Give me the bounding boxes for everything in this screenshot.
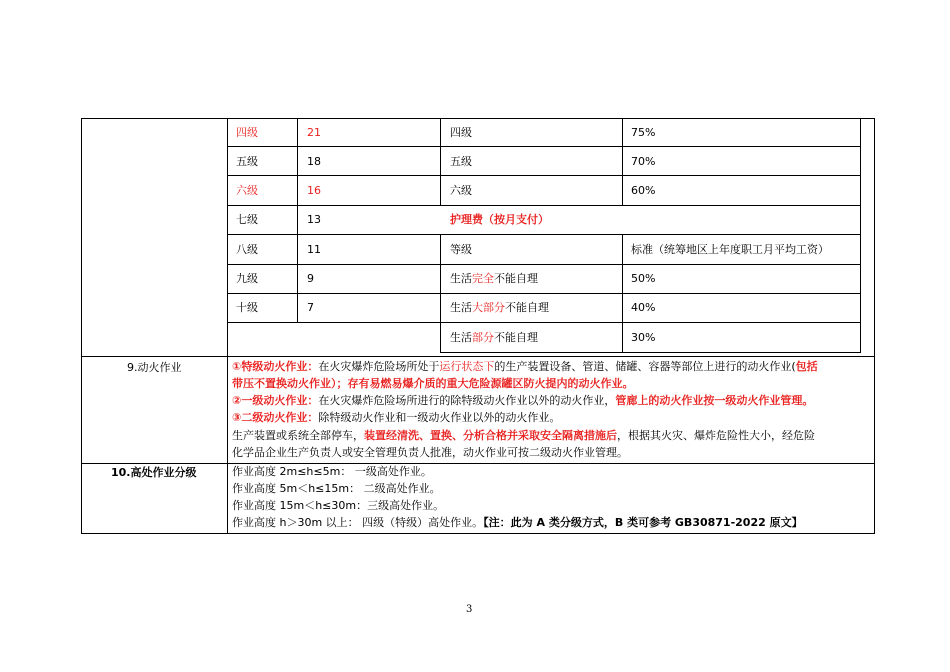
grade2-cell: 四级: [450, 126, 472, 139]
inner-right-border: [860, 118, 861, 353]
percent-cell: 40%: [631, 301, 656, 314]
inner-vline-b1: [440, 118, 441, 206]
percent-cell: 75%: [631, 126, 656, 139]
inner-hline-3: [227, 205, 861, 206]
section-9-title: 9.动火作业: [127, 361, 182, 374]
percent-cell: 50%: [631, 272, 656, 285]
months-cell: 21: [307, 126, 321, 139]
grade-cell: 九级: [236, 272, 258, 285]
outer-right-border: [874, 118, 875, 534]
inner-hline-1: [227, 146, 861, 147]
hot-work-shutdown-line-1: 生产装置或系统全部停车，装置经清洗、置换、分析合格并采取安全隔离措施后，根据其火灾、爆炸危险性大小，经危险: [232, 429, 815, 442]
inner-hline-0: [227, 118, 861, 119]
inner-vline-a: [297, 118, 298, 323]
outer-row-divider-2: [81, 463, 875, 464]
hot-work-special-line-1: ①特级动火作业：在火灾爆炸危险场所处于运行状态下的生产装置设备、管道、储罐、容器等部位上进行的动火作业(包括: [232, 360, 818, 373]
grade-cell: 十级: [236, 301, 258, 314]
page-number: 3: [466, 604, 473, 615]
percent-cell: 30%: [631, 331, 656, 344]
height-level-line: 作业高度 5m＜h≤15m： 二级高处作业。: [232, 482, 441, 495]
inner-hline-6: [227, 293, 861, 294]
care-level-cell: 生活大部分不能自理: [450, 301, 549, 314]
months-cell: 7: [307, 301, 314, 314]
inner-hline-4: [227, 234, 861, 235]
months-cell: 13: [307, 213, 321, 226]
grade-cell: 七级: [236, 213, 258, 226]
section-10-title: 10.高处作业分级: [111, 466, 197, 479]
months-cell: 16: [307, 184, 321, 197]
grade2-cell: 五级: [450, 155, 472, 168]
grade-cell: 六级: [236, 184, 258, 197]
hot-work-shutdown-line-2: 化学品企业生产负责人或安全管理负责人批准，动火作业可按二级动火作业管理。: [232, 446, 628, 459]
inner-hline-8: [440, 352, 861, 353]
grade2-cell: 六级: [450, 184, 472, 197]
inner-hline-7: [227, 322, 861, 323]
grade-cell: 八级: [236, 243, 258, 256]
height-level-line-4: 作业高度 h＞30m 以上： 四级（特级）高处作业。【注：此为 A 类分级方式，B 类可参考 GB30871-2022 原文】: [232, 516, 803, 529]
inner-hline-5: [227, 264, 861, 265]
nursing-fee-header: 护理费（按月支付）: [450, 213, 549, 226]
outer-bottom-border: [81, 533, 875, 534]
hot-work-level2: ③二级动火作业：除特级动火作业和一级动火作业以外的动火作业。: [232, 411, 561, 424]
height-level-line: 作业高度 2m≤h≤5m： 一级高处作业。: [232, 465, 432, 478]
grade-cell: 四级: [236, 126, 258, 139]
inner-vline-c2: [622, 234, 623, 353]
percent-cell: 70%: [631, 155, 656, 168]
outer-row-divider-1: [81, 356, 875, 357]
outer-divider-vertical: [227, 118, 228, 534]
outer-left-border: [81, 118, 82, 534]
inner-vline-b2: [440, 234, 441, 353]
inner-hline-2: [227, 175, 861, 176]
percent-cell: 60%: [631, 184, 656, 197]
inner-vline-c1: [622, 118, 623, 206]
standard-header: 标准（统筹地区上年度职工月平均工资）: [631, 243, 829, 256]
hot-work-special-line-2: 带压不置换动火作业）；存有易燃易爆介质的重大危险源罐区防火提内的动火作业。: [232, 377, 634, 390]
care-level-cell: 生活部分不能自理: [450, 331, 538, 344]
months-cell: 11: [307, 243, 321, 256]
grade-cell: 五级: [236, 155, 258, 168]
months-cell: 18: [307, 155, 321, 168]
hot-work-level1: ②一级动火作业：在火灾爆炸危险场所进行的除特级动火作业以外的动火作业，管廊上的动火作业按一级动火作业管理。: [232, 394, 814, 407]
care-level-cell: 生活完全不能自理: [450, 272, 538, 285]
height-level-line: 作业高度 15m＜h≤30m：三级高处作业。: [232, 499, 445, 512]
level-header: 等级: [450, 243, 472, 256]
months-cell: 9: [307, 272, 314, 285]
